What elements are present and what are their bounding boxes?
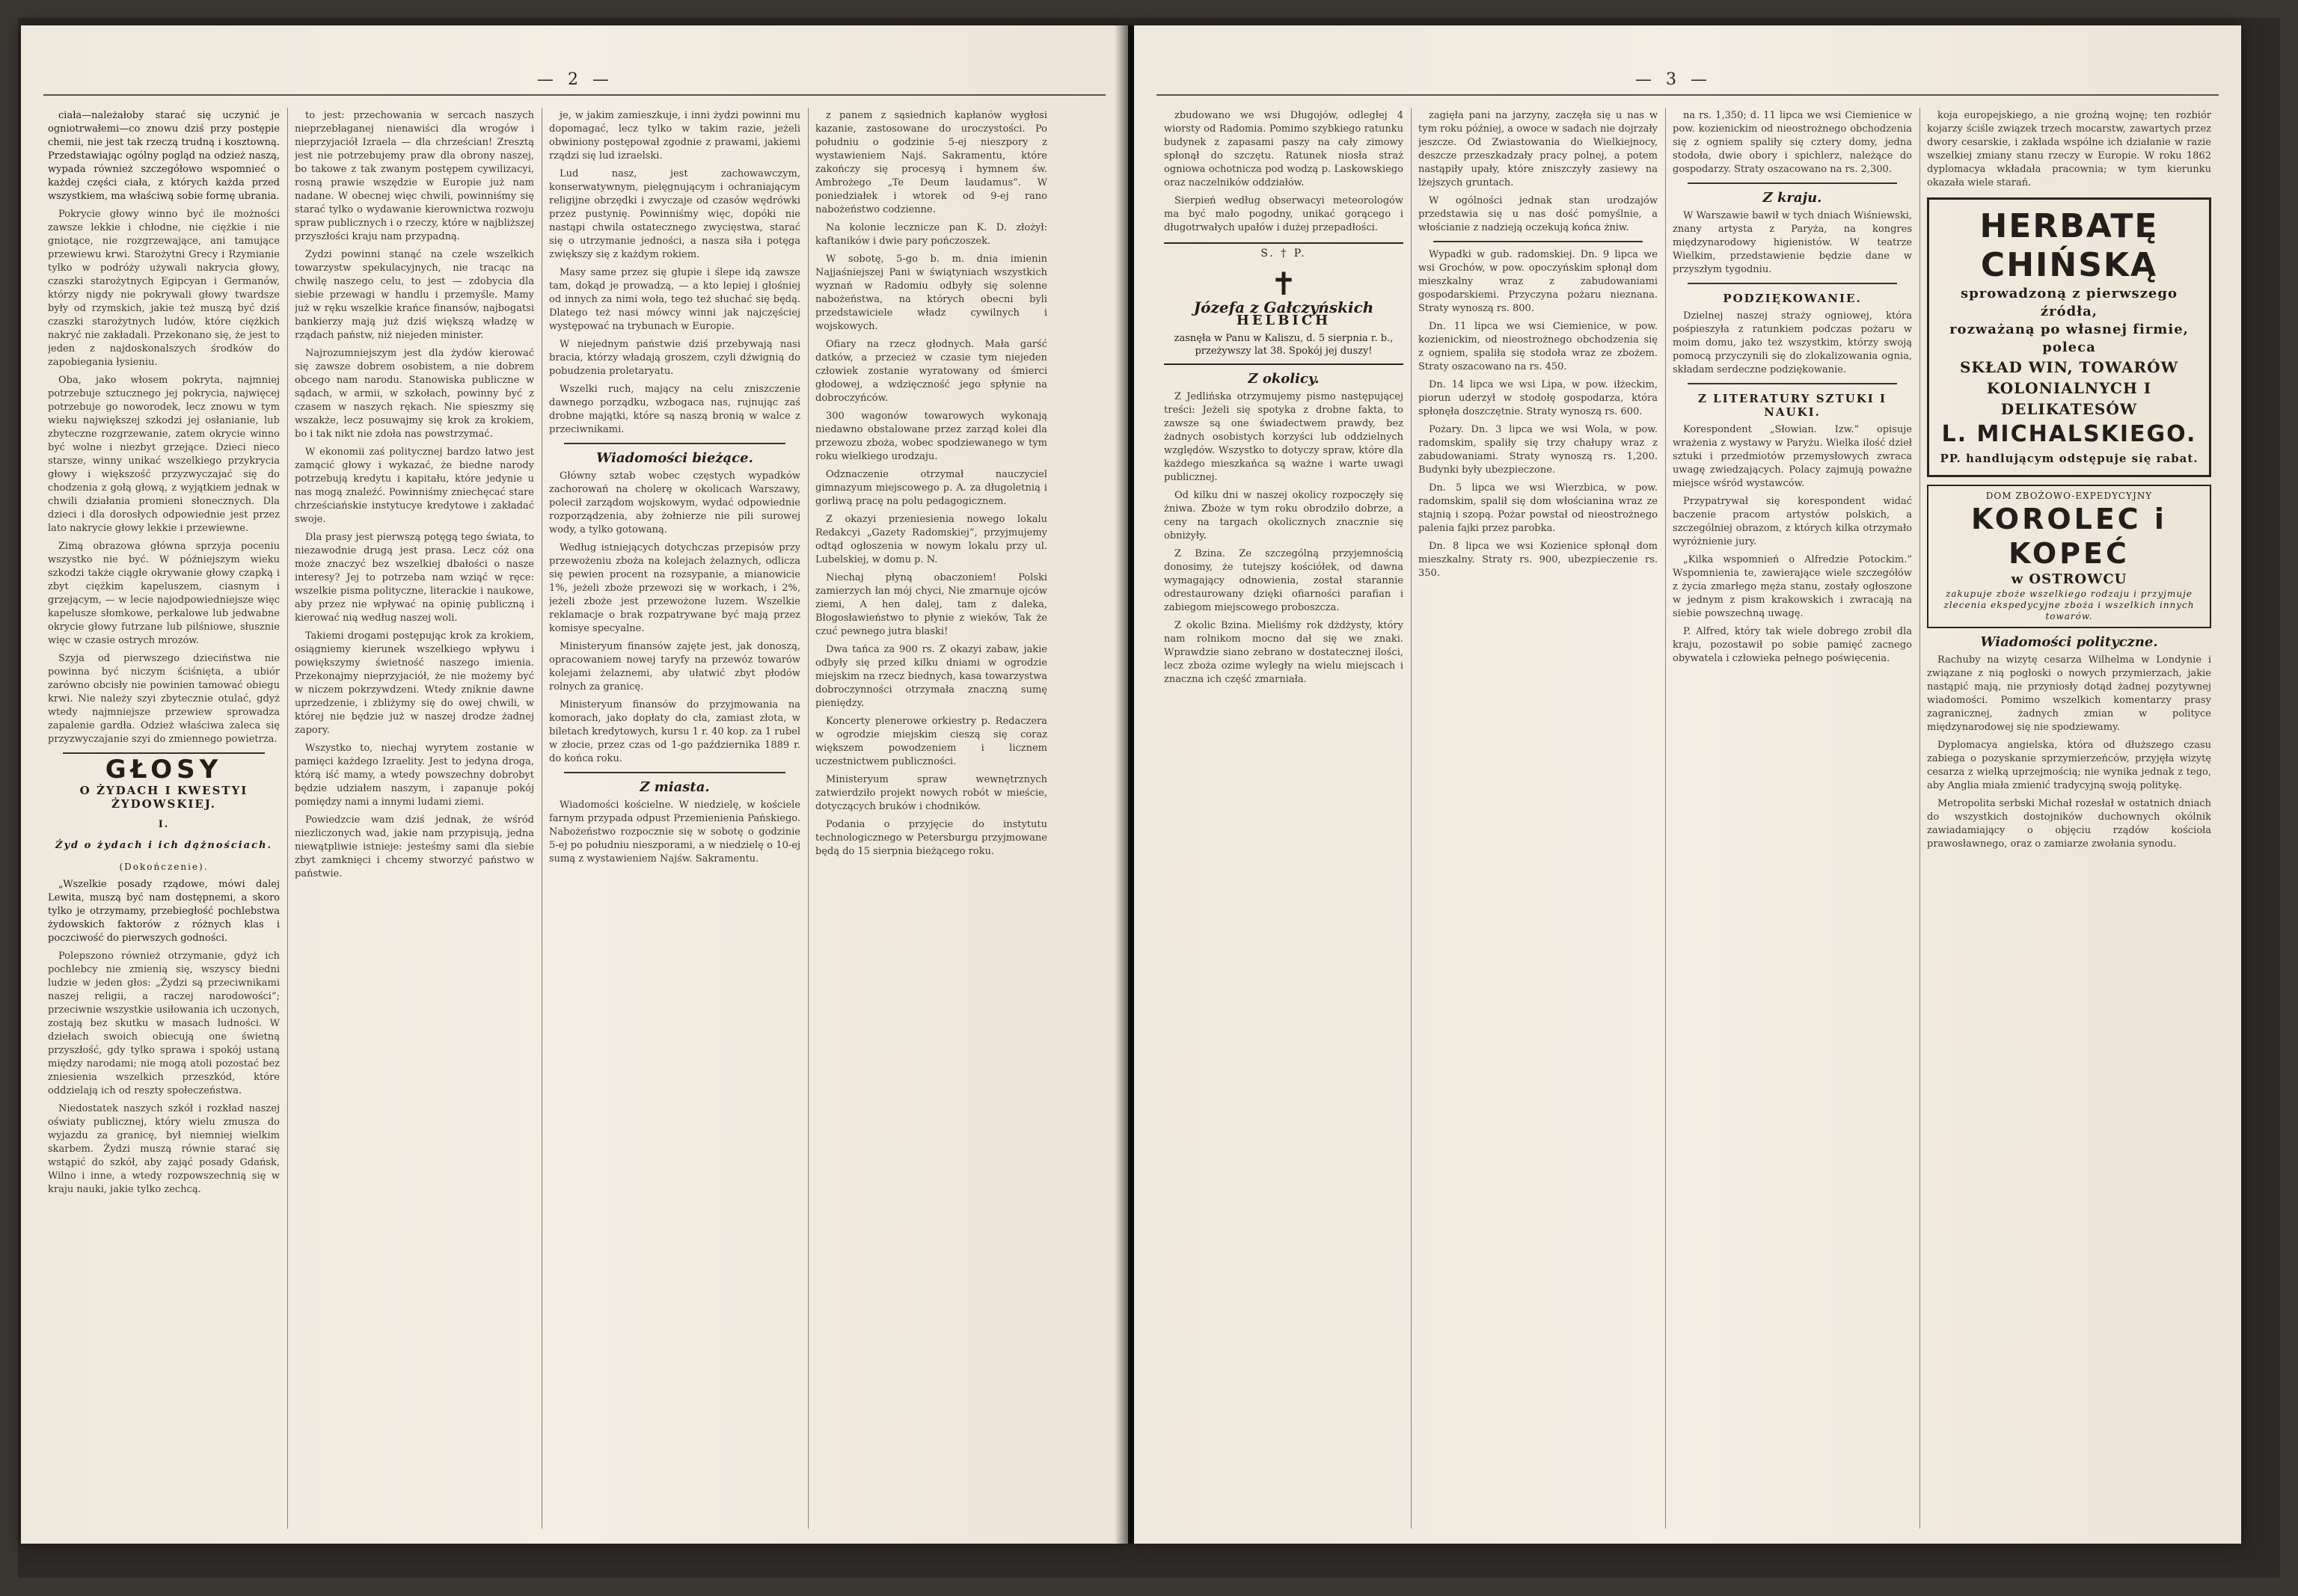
article-text-filler: 300 wagonów towarowych wykonają niedawno obstalowane przez zarząd kolei dla przewozu zboża, wobec spodziewanego w tym roku wielkiego urodzaju. bbox=[815, 411, 1047, 462]
column-right-4 bbox=[1927, 109, 2211, 1523]
article-text-filler: Dyplomacya angielska, która od dłuższego czasu zabiega o pozyskanie sprzymierzeńców, przyjęła wizytę cesarza z wielką uprzejmością; nie wynika jednak z tego, aby Anglia miała zmienić tradycyjną swoją politykę. bbox=[1927, 740, 2211, 791]
article-text-filler: Niechaj płyną obaczoniem! Polski zamierzych łan mój chyci, Nie zmarnuje ojców ziemi, A hen dalej, tam z daleka, Błogosławieństwo to płynie z wieków, Tak że czuć pewnego jutra blaski! bbox=[815, 572, 1047, 637]
article-text-filler: na rs. 1,350; d. 11 lipca we wsi Ciemienice w pow. kozienickim od nieostrożnego obchodzenia się z ogniem spaliły się cztery domy, jedna stodoła, dwie obory i spichlerz, należące do gospodarzy. Straty oszacowano na rs. 2,300. bbox=[1673, 110, 1912, 175]
article-text-filler: Z okolic Bzina. Mieliśmy rok dżdżysty, który nam rolnikom mocno dał się we znaki. Wprawdzie siano zebrano w dostatecznej ilości, lecz zboża ozime wyległy na wielu miejscach i znaczna ich część zmarniała. bbox=[1164, 620, 1403, 685]
column-left-2 bbox=[295, 109, 534, 1523]
article-text-filler: Podania o przyjęcie do instytutu technologicznego w Petersburgu przyjmowane będą do 15 sierpnia bieżącego roku. bbox=[815, 819, 1047, 857]
section-item-title: Żyd o żydach i ich dążnościach. bbox=[55, 840, 272, 851]
article-text-filler: z panem z sąsiednich kapłanów wygłosi kazanie, zastosowane do uroczystości. Po południu o godzinie 5-ej nieszpory z wystawieniem Najś. Sakramentu, które zakończy się procesyą i hymnem św. Ambrożego „Te Deum laudamus”. W poniedziałek i wtorek od 9-ej rano nabożeństwo codzienne. bbox=[815, 110, 1047, 215]
column-rule bbox=[1411, 108, 1412, 1529]
article-text-filler: Wszelki ruch, mający na celu zniszczenie dawnego porządku, wzbogaca nas, rujnując zaś drobne majątki, które są naszą bronią w walce z przeciwnikami. bbox=[549, 384, 800, 435]
ad-note: PP. handlującym odstępuje się rabat. bbox=[1940, 452, 2199, 465]
article-text-filler: Główny sztab wobec częstych wypadków zachorowań na cholerę w okolicach Warszawy, polecił zarządom wojskowym, wydać odpowiednie rozporządzenia, aby żołnierze nie pili surowej wody, a tylko gotowaną. bbox=[549, 470, 800, 535]
column-right-1 bbox=[1164, 109, 1403, 1523]
page-number-right: — 3 — bbox=[1635, 70, 1712, 89]
advertisement-tea bbox=[1927, 197, 2211, 477]
section-subheading: O ŻYDACH I KWESTYI ŻYDOWSKIEJ. bbox=[79, 784, 248, 811]
article-text-filler: Dn. 11 lipca we wsi Ciemienice, w pow. kozienickim, od nieostrożnego obchodzenia się z ogniem, spaliła się stodoła wraz ze zbożem. Straty oszacowano na rs. 450. bbox=[1418, 321, 1658, 372]
article-text-filler: Polepszono również otrzymanie, gdyż ich pochlebcy nie zmienią się, wszyscy biedni ludzie w jeden głos: „Żydzi są przeciwnikami naszej religii, a raczej narodowości”; przeciwnie wszystkie usiłowania ich uczonych, zostają bez skutku w masach ludności. W dziełach swoich obiecują one świetną przyszłość, gdy tylko sprawa i spokój ustaną między narodami; nie mogą atoli pozostać bez zniesienia wszelkich przeszkód, które oddzielają ich od reszty społeczeństwa. bbox=[48, 951, 280, 1096]
column-left-3 bbox=[549, 109, 800, 1523]
ad-line: rozważaną po własnej firmie, poleca bbox=[1949, 322, 2189, 355]
article-text-filler: zagięła pani na jarzyny, zaczęła się u nas w tym roku później, a owoce w sadach nie dojrzały jeszcze. Od Zwiastowania do Wielkiejnocy, deszcze przeszkadzały pracy polnej, a potem nastąpiły upały, które zniszczyły zasiewy na lżejszych gruntach. bbox=[1418, 110, 1658, 188]
article-text-filler: Takiemi drogami postępując krok za krokiem, osiągniemy kierunek wszelkiego wpływu i powiększymy świetność naszego imienia. Przekonajmy nieprzyjaciół, że nie możemy być w niczem pokrzywdzeni. Wtedy zniknie dawne uprzedzenie, i zbliżymy się do owej chwili, w której nie będzie już w naszej drodze żadnej zapory. bbox=[295, 630, 534, 736]
page-number-left: — 2 — bbox=[537, 70, 613, 89]
section-separator bbox=[1688, 182, 1897, 184]
article-text-filler: Ministeryum finansów do przyjmowania na komorach, jako dopłaty do cła, zamiast złota, w biletach kredytowych, kursu 1 r. 40 kop. za 1 rubel w złocie, przez czas od 1-go października 1889 r. do końca roku. bbox=[549, 699, 800, 764]
newspaper-page-right bbox=[1134, 25, 2241, 1544]
article-text-filler: Oba, jako włosem pokryta, najmniej potrzebuje sztucznego jej pokrycia, najwięcej potrzebuje go noworodek, lecz znowu w tym wieku największej szkodzi jej osłanianie, lub zbyteczne rozgrzewanie, zatem okrycie winno być wolne i niezbyt grzejące. Dzieci nieco starsze, winny unikać wszelkiego przykrycia głowy i większość przyzwyczajać się do chodzenia z gołą głową, z wyjątkiem jednak w chwili działania promieni słonecznych. Dla dzieci i dla dorosłych odpowiednie jest przez lato nakrycie głowy lekkie i przewiewne. bbox=[48, 375, 280, 534]
column-left-4 bbox=[815, 109, 1047, 1523]
ad-line: sprowadzoną z pierwszego źródła, bbox=[1961, 286, 2178, 319]
article-text-filler: Wypadki w gub. radomskiej. Dn. 9 lipca we wsi Grochów, w pow. opoczyńskim spłonął dom mieszkalny wraz z zabudowaniami gospodarskiemi. Przyczyna pożaru nieznana. Straty wynoszą rs. 800. bbox=[1418, 249, 1658, 314]
article-text-filler: to jest: przechowania w sercach naszych nieprzebłaganej nienawiści dla wrogów i nieprzyjaciół Izraela — dla chrześcian! Zresztą jest nie potrzebujemy praw dla obrony naszej, bo takowe z tak zwanym postępem cywilizacyi, rosną prawie wszędzie w Europie już nam nadane. W obecnej więc chwili, powinniśmy się starać tylko o wydawanie kierownictwa rozwoju spraw publicznych i o rzeczy, które w najbliższej przyszłości kraju nam przypadną. bbox=[295, 110, 534, 242]
article-text-filler: zbudowano we wsi Długojów, odległej 4 wiorsty od Radomia. Pomimo szybkiego ratunku budynek z zapasami paszy na cały zimowy spłonął do szczętu. Ratunek niosła straż ogniowa ochotnicza pod wodzą p. Laskowskiego oraz naczelników oddziałów. bbox=[1164, 110, 1403, 188]
article-text-filler: Korespondent „Słowian. Izw.” opisuje wrażenia z wystawy w Paryżu. Wielka ilość dzieł sztuki i przedmiotów przemysłowych zwraca uwagę zwiedzających. Polacy zajmują poważne miejsce wśród wystawców. bbox=[1673, 424, 1912, 489]
section-heading-wiadomosci: Wiadomości bieżące. bbox=[596, 450, 753, 466]
section-separator bbox=[564, 443, 785, 444]
article-text-filler: Dzielnej naszej straży ogniowej, która pośpieszyła z ratunkiem podczas pożaru w moim domu, jako też wszystkim, którzy swoją pomocą przyczynili się do zlokalizowania ognia, składam serdeczne podziękowanie. bbox=[1673, 310, 1912, 375]
article-text-filler: koja europejskiego, a nie groźną wojnę; ten rozbiór kojarzy ściśle związek trzech mocarstw, zawartych przez dwory cesarskie, i zakłada wspólne ich działanie w razie wszelkiej zmiany stanu rzeczy w Europie. W roku 1862 dyplomacya wkładała pracownia; w tym kierunku okazała wiele starań. bbox=[1927, 110, 2211, 188]
section-heading-miasta: Z miasta. bbox=[640, 779, 710, 795]
article-text-filler: Z Bzina. Ze szczególną przyjemnością donosimy, że tutejszy kościółek, od dawna wymagający odnowienia, został starannie odrestaurowany dzięki ofiarności parafian i zabiegom miejscowego proboszcza. bbox=[1164, 548, 1403, 613]
article-text: ciała—należałoby starać się uczynić je ogniotrwałemi—co znowu dziś przy postępie chemii, nie jest tak rzeczą trudną i kosztowną. Przedstawiając ogólny pogląd na odzież naszą, wypada również szczegółowo wspomnieć o każdej części ciała, z których każda przed wszystkiem, ma właściwą sobie formę ubrania. bbox=[48, 110, 280, 202]
section-separator bbox=[63, 752, 265, 754]
column-right-3 bbox=[1673, 109, 1912, 1523]
article-text-filler: Zydzi powinni stanąć na czele wszelkich towarzystw spekulacyjnych, nie tracąc na chwilę naszego celu, to jest — zdobycia dla siebie przewagi w handlu i przemyśle. Mamy już w ręku wszelkie krańce finansów, najbogatsi bankierzy mają już dziś większą władzę w rządach państw, niż niejeden minister. bbox=[295, 249, 534, 341]
header-rule bbox=[1156, 94, 2219, 96]
article-text-filler: Lud nasz, jest zachowawczym, konserwatywnym, pielęgnującym i ochraniającym religijne obrzędki i zwyczaje od czasów wędrówki przez pustynię. Powinniśmy więc, dopóki nie nastąpi chwila ostatecznego zwycięstwa, starać się o utrzymanie jedności, a nasza siła i potęga zwiększy się z każdym rokiem. bbox=[549, 168, 800, 260]
column-right-2 bbox=[1418, 109, 1658, 1523]
article-text-filler: Pożary. Dn. 3 lipca we wsi Wola, w pow. radomskim, spaliły się trzy chałupy wraz z zabudowaniami. Straty wynoszą rs. 1,200. Budynki były ubezpieczone. bbox=[1418, 424, 1658, 476]
section-note: (Dokończenie). bbox=[119, 862, 209, 872]
article-text-filler: W niejednym państwie dziś przebywają nasi bracia, którzy władają groszem, czyli dźwignią do pobudzenia proletaryatu. bbox=[549, 339, 800, 377]
article-text: „Wszelkie posady rządowe, mówi dalej Lewita, muszą być nam dostępnemi, a skoro tylko je otrzymamy, przebiegłość pochlebstwa żydowskich faktorów z różnych klas i poczciwość do pierwszych godności. bbox=[48, 879, 280, 944]
ad-line: SKŁAD WIN, TOWARÓW KOLONIALNYCH I DELIKATESÓW bbox=[1959, 358, 2179, 418]
section-roman-numeral: I. bbox=[158, 819, 170, 830]
article-text-filler: Od kilku dni w naszej okolicy rozpoczęły się żniwa. Zboże w tym roku obrodziło dobrze, a ceny na targach okolicznych znacznie się obniżyły. bbox=[1164, 490, 1403, 541]
ad2-firm: KOROLEC i KOPEĆ bbox=[1971, 503, 2167, 570]
article-text-filler: W ekonomii zaś politycznej bardzo łatwo jest zamącić głowy i wykazać, że biedne narody potrzebują kredytu i kapitału, które jedynie u nas mogą znaleźć. Powinniśmy zniechęcać stare chrześciańskie instytucye kredytowe i zakładać swoje. bbox=[295, 446, 534, 525]
header-rule bbox=[43, 94, 1106, 96]
obituary-notice bbox=[1164, 242, 1403, 365]
section-heading-kraju: Z kraju. bbox=[1762, 190, 1822, 206]
column-rule bbox=[1665, 108, 1666, 1529]
article-text-filler: Szyja od pierwszego dzieciństwa nie powinna być niczym ściśnięta, a ubiór zarówno obcisły nie powinien tamować obiegu krwi. Nie należy szyi zbytecznie otulać, gdyż wtedy najmniejsze przewiew sprowadza zapalenie gardła. Odzież właściwa zaleca się przyzwyczajanie szyi do zmiennego powietrza. bbox=[48, 653, 280, 745]
article-text-filler: „Kilka wspomnień o Alfredzie Potockim.” Wspomnienia te, zawierające wiele szczegółów z życia zmarłego męża stanu, zostały ogłoszone w jednym z pism krakowskich i zwracają na siebie powszechną uwagę. bbox=[1673, 554, 1912, 619]
article-text-filler: Sierpień według obserwacyi meteorologów ma być mało pogodny, unikać gorącego i długotrwałych upałów i dużej przepadłości. bbox=[1164, 195, 1403, 233]
article-text-filler: Metropolita serbski Michał rozesłał w ostatnich dniach do wszystkich dostojników duchownych okólnik zawiadamiający o objęciu rządów kościoła prawosławnego, oraz o zamiarze zwołania synodu. bbox=[1927, 798, 2211, 850]
article-text-filler: Pokrycie głowy winno być ile możności zawsze lekkie i chłodne, nie ciężkie i nie gniotące, nie rozgrzewające, ani tamujące przewiewu krwi. Starożytni Grecy i Rzymianie tylko w podróży używali nakrycia głowy, czaszki starożytnych Egipcyan i Germanów, którzy nigdy nie pokrywali głowy twardsze były od rzymskich, jakie też muszą być dziś czaszki starożytnych ludów, które ciężkich nakryć nie zakładali. Przekonano się, że jest to jeden z najdoskonalszych środków do zapobiegania łysieniu. bbox=[48, 209, 280, 368]
article-text-filler: Według istniejących dotychczas przepisów przy przewożeniu zboża na kolejach żelaznych, odlicza się pewien procent na rozsypanie, a mianowicie 1%, jeżeli zboże przewozi się w workach, i 2%, jeżeli zboże jest przewożone luzem. Wszelkie reklamacje o brak rozpatrywane być mają przez komisye specyalne. bbox=[549, 542, 800, 634]
section-separator bbox=[564, 772, 785, 773]
article-text-filler: Koncerty plenerowe orkiestry p. Redaczera w ogrodzie miejskim cieszą się coraz większem powodzeniem i licznem uczestnictwem publiczności. bbox=[815, 716, 1047, 767]
article-text-filler: Wiadomości kościelne. W niedzielę, w kościele farnym przypada odpust Przemienienia Pańskiego. Nabożeństwo rozpocznie się w sobotę o godzinie 5-ej po południu nieszporami, a w niedzielę o 10-ej sumą z wystawieniem Najśw. Sakramentu. bbox=[549, 799, 800, 865]
article-text-filler: Masy same przez się głupie i ślepe idą zawsze tam, dokąd je prowadzą, — a kto lepiej i głośniej od innych za nimi woła, tego też słuchać się będą. Dlatego też nasi mówcy winni jak najczęściej występować na trybunach w Europie. bbox=[549, 267, 800, 332]
article-text-filler: W Warszawie bawił w tych dniach Wiśniewski, znany artysta z Paryża, na kongres międzynarodowy higienistów. W teatrze Wielkim, przedstawienie będzie dane w przyszłym tygodniu. bbox=[1673, 210, 1912, 275]
article-text-filler: Przypatrywał się korespondent widać baczenie pracom artystów polskich, a szczególniej obrazom, z których kilka otrzymało wyróżnienie jury. bbox=[1673, 496, 1912, 547]
article-text-filler: Ofiary na rzecz głodnych. Mała garść datków, a przecież w czasie tym niejeden człowiek zostanie wyratowany od śmierci głodowej, a wdzięczność jego spłynie na dobroczyńców. bbox=[815, 339, 1047, 404]
article-text-filler: Rachuby na wizytę cesarza Wilhelma w Londynie i związane z nią pogłoski o nowych przymierzach, jakie nastąpić mają, nie przyniosły dotąd żadnej pozytywnej wiadomości. Pomimo wszelkich komentarzy prasy zagranicznej, żadnych zmian w polityce międzynarodowej się nie spodziewamy. bbox=[1927, 654, 2211, 733]
article-text-filler: Na kolonie lecznicze pan K. D. złożył: kaftaników i dwie pary pończoszek. bbox=[815, 222, 1047, 247]
article-text-filler: je, w jakim zamieszkuje, i inni żydzi powinni mu dopomagać, lecz tylko w takim razie, jeżeli obwiniony postępował zgodnie z prawami, jakiemi rządzi się lud izraelski. bbox=[549, 110, 800, 162]
article-text-filler: Najrozumniejszym jest dla żydów kierować się zawsze dobrem osobistem, a nie dobrem obcego nam narodu. Stanowiska publiczne w sądach, w armii, w szkołach, powinny być z czasem w naszych rękach. Nie spieszmy się wszakże, lecz posuwajmy się krok za krokiem, bo i tak nikt nie zdoła nas powstrzymać. bbox=[295, 348, 534, 440]
obituary-initials: S. † P. bbox=[1260, 248, 1307, 260]
article-text-filler: Odznaczenie otrzymał nauczyciel gimnazyum miejscowego p. A. za długoletnią i gorliwą pracę na polu pedagogicznem. bbox=[815, 469, 1047, 507]
section-separator bbox=[1688, 283, 1897, 284]
article-text-filler: Powiedzcie wam dziś jednak, że wśród niezliczonych wad, jakie nam przypisują, jedna niewątpliwie istnieje: jesteśmy sami dla siebie zbyt zamknięci i chcemy stworzyć państwo w państwie. bbox=[295, 814, 534, 880]
article-text-filler: W sobotę, 5-go b. m. dnia imienin Najjaśniejszej Pani w świątyniach wszystkich wyznań w Radomiu odbyły się solenne nabożeństwa, na których obecni byli przedstawiciele władz cywilnych i wojskowych. bbox=[815, 254, 1047, 332]
advertisement-grain bbox=[1927, 485, 2211, 628]
article-text-filler: Dn. 14 lipca we wsi Lipa, w pow. iłżeckim, piorun uderzył w stodołę gospodarza, która spłonęła doszczętnie. Straty wynoszą rs. 600. bbox=[1418, 379, 1658, 417]
obituary-name: Józefa z Gałczyńskich bbox=[1193, 298, 1374, 316]
article-text-filler: Ministeryum spraw wewnętrznych zatwierdziło projekt nowych robót w mieście, dotyczących bruków i chodników. bbox=[815, 774, 1047, 812]
article-text-filler: P. Alfred, który tak wiele dobrego zrobił dla kraju, pozostawił po sobie pamięć zacnego obywatela i człowieka pełnego poświęcenia. bbox=[1673, 626, 1912, 664]
article-text-filler: Dn. 5 lipca we wsi Wierzbica, w pow. radomskim, spalił się dom włościanina wraz ze stajnią i szopą. Pożar powstał od nieostrożnego palenia fajki przez parobka. bbox=[1418, 482, 1658, 534]
article-text-filler: Ministeryum finansów zajęte jest, jak donoszą, opracowaniem nowej taryfy na przewóz towarów kolejami żelaznemi, aby ułatwić zbyt płodów rolnych za granicę. bbox=[549, 641, 800, 693]
column-rule bbox=[808, 108, 809, 1529]
article-text-filler: Z Jedlińska otrzymujemy pismo następującej treści: Jeżeli się spotyka z drobne fakta, to zawsze są one świadectwem prawdy, bez żadnych osobistych korzyści lub oddzielnych względów. Wszystko to dotyczy spraw, które dla każdego mieszkańca są ważne i warte uwagi publicznej. bbox=[1164, 391, 1403, 483]
section-heading-podziekowanie: PODZIĘKOWANIE. bbox=[1723, 292, 1862, 305]
column-rule bbox=[1919, 108, 1920, 1529]
cross-icon: ✝ bbox=[1270, 266, 1297, 302]
article-text-filler: W ogólności jednak stan urodzajów przedstawia się u nas dość pomyślnie, a włościanie z nadzieją oczekują końca żniw. bbox=[1418, 195, 1658, 233]
article-text-filler: Zimą obrazowa główna sprzyja poceniu wszystko nie być. W późniejszym wieku szkodzi także ciągłe okrywanie głowy czapką i zbyt ciężkim kapeluszem, ciasnym i grzejącym, — w lecie najodpowiedniejsze więc kapelusze słomkowe, perkalowe lub jedwabne okrycie głowy futrzane lub pilśniowe, słusznie więc w czasie ostrych mrozów. bbox=[48, 541, 280, 646]
article-text-filler: Niedostatek naszych szkół i rozkład naszej oświaty publicznej, który wielu zmusza do wyjazdu za granicę, był niemniej wielkim skarbem. Żydzi muszą równie starać się wstąpić do szkół, aby zająć posady Gdańsk, Wilno i inne, a wtedy rozpowszechnią się w kraju nauki, jakie tylko zechcą. bbox=[48, 1103, 280, 1195]
column-left-1 bbox=[48, 109, 280, 1523]
ad2-top: DOM ZBOŻOWO-EXPEDYCYJNY bbox=[1985, 491, 2153, 501]
column-rule bbox=[287, 108, 288, 1529]
newspaper-page-left bbox=[21, 25, 1128, 1544]
ad2-city: w OSTROWCU bbox=[2011, 571, 2127, 587]
article-text-filler: Dwa tańca za 900 rs. Z okazyi zabaw, jakie odbyły się przed kilku dniami w ogrodzie miejskim na rzecz biednych, kasa towarzystwa dobroczynności otrzymała znaczną sumę pieniędzy. bbox=[815, 644, 1047, 709]
ad-title: HERBATĘ CHIŃSKĄ bbox=[1979, 207, 2159, 284]
section-heading-polityczne: Wiadomości polityczne. bbox=[1980, 634, 2158, 650]
section-heading-glosy: GŁOSY bbox=[105, 755, 223, 785]
obituary-surname: HELBICH bbox=[1236, 313, 1332, 328]
article-text-filler: Dn. 8 lipca we wsi Kozienice spłonął dom mieszkalny. Straty rs. 900, ubezpieczenie rs. 350. bbox=[1418, 541, 1658, 579]
article-text-filler: Dla prasy jest pierwszą potęgą tego świata, to niezawodnie drugą jest prasa. Lecz cóż ona może znaczyć bez wszelkiej dbałości o nasze interesy? Jej to potrzeba nam wziąć w ręce: wszelkie pisma polityczne, literackie i naukowe, aby przez nie wpływać na opinię publiczną i kierować nią według naszej woli. bbox=[295, 532, 534, 624]
section-separator bbox=[1688, 383, 1897, 384]
ad-owner: L. MICHALSKIEGO. bbox=[1941, 421, 2197, 447]
article-text-filler: Wszystko to, niechaj wyrytem zostanie w pamięci każdego Izraelity. Jest to jedyna droga, którą iść mamy, a wtedy powszechny dobrobyt będzie udziałem naszym, i zapanuje pokój pomiędzy nami a innymi ludami ziemi. bbox=[295, 743, 534, 808]
section-separator bbox=[1433, 241, 1643, 242]
obituary-text: zasnęła w Panu w Kaliszu, d. 5 sierpnia r. b., przeżywszy lat 38. Spokój jej duszy! bbox=[1174, 333, 1394, 357]
section-heading-okolicy: Z okolicy. bbox=[1248, 371, 1320, 387]
ad2-text: zakupuje zboże wszelkiego rodzaju i przyjmuje zlecenia ekspedycyjne zboża i wszelkich innych towarów. bbox=[1943, 589, 2195, 621]
article-text-filler: Z okazyi przeniesienia nowego lokalu Redakcyi „Gazety Radomskiej”, przyjmujemy odtąd ogłoszenia w nowym lokalu przy ul. Lubelskiej, w domu p. N. bbox=[815, 514, 1047, 565]
section-heading-literatury: Z LITERATURY SZTUKI I NAUKI. bbox=[1697, 392, 1887, 419]
